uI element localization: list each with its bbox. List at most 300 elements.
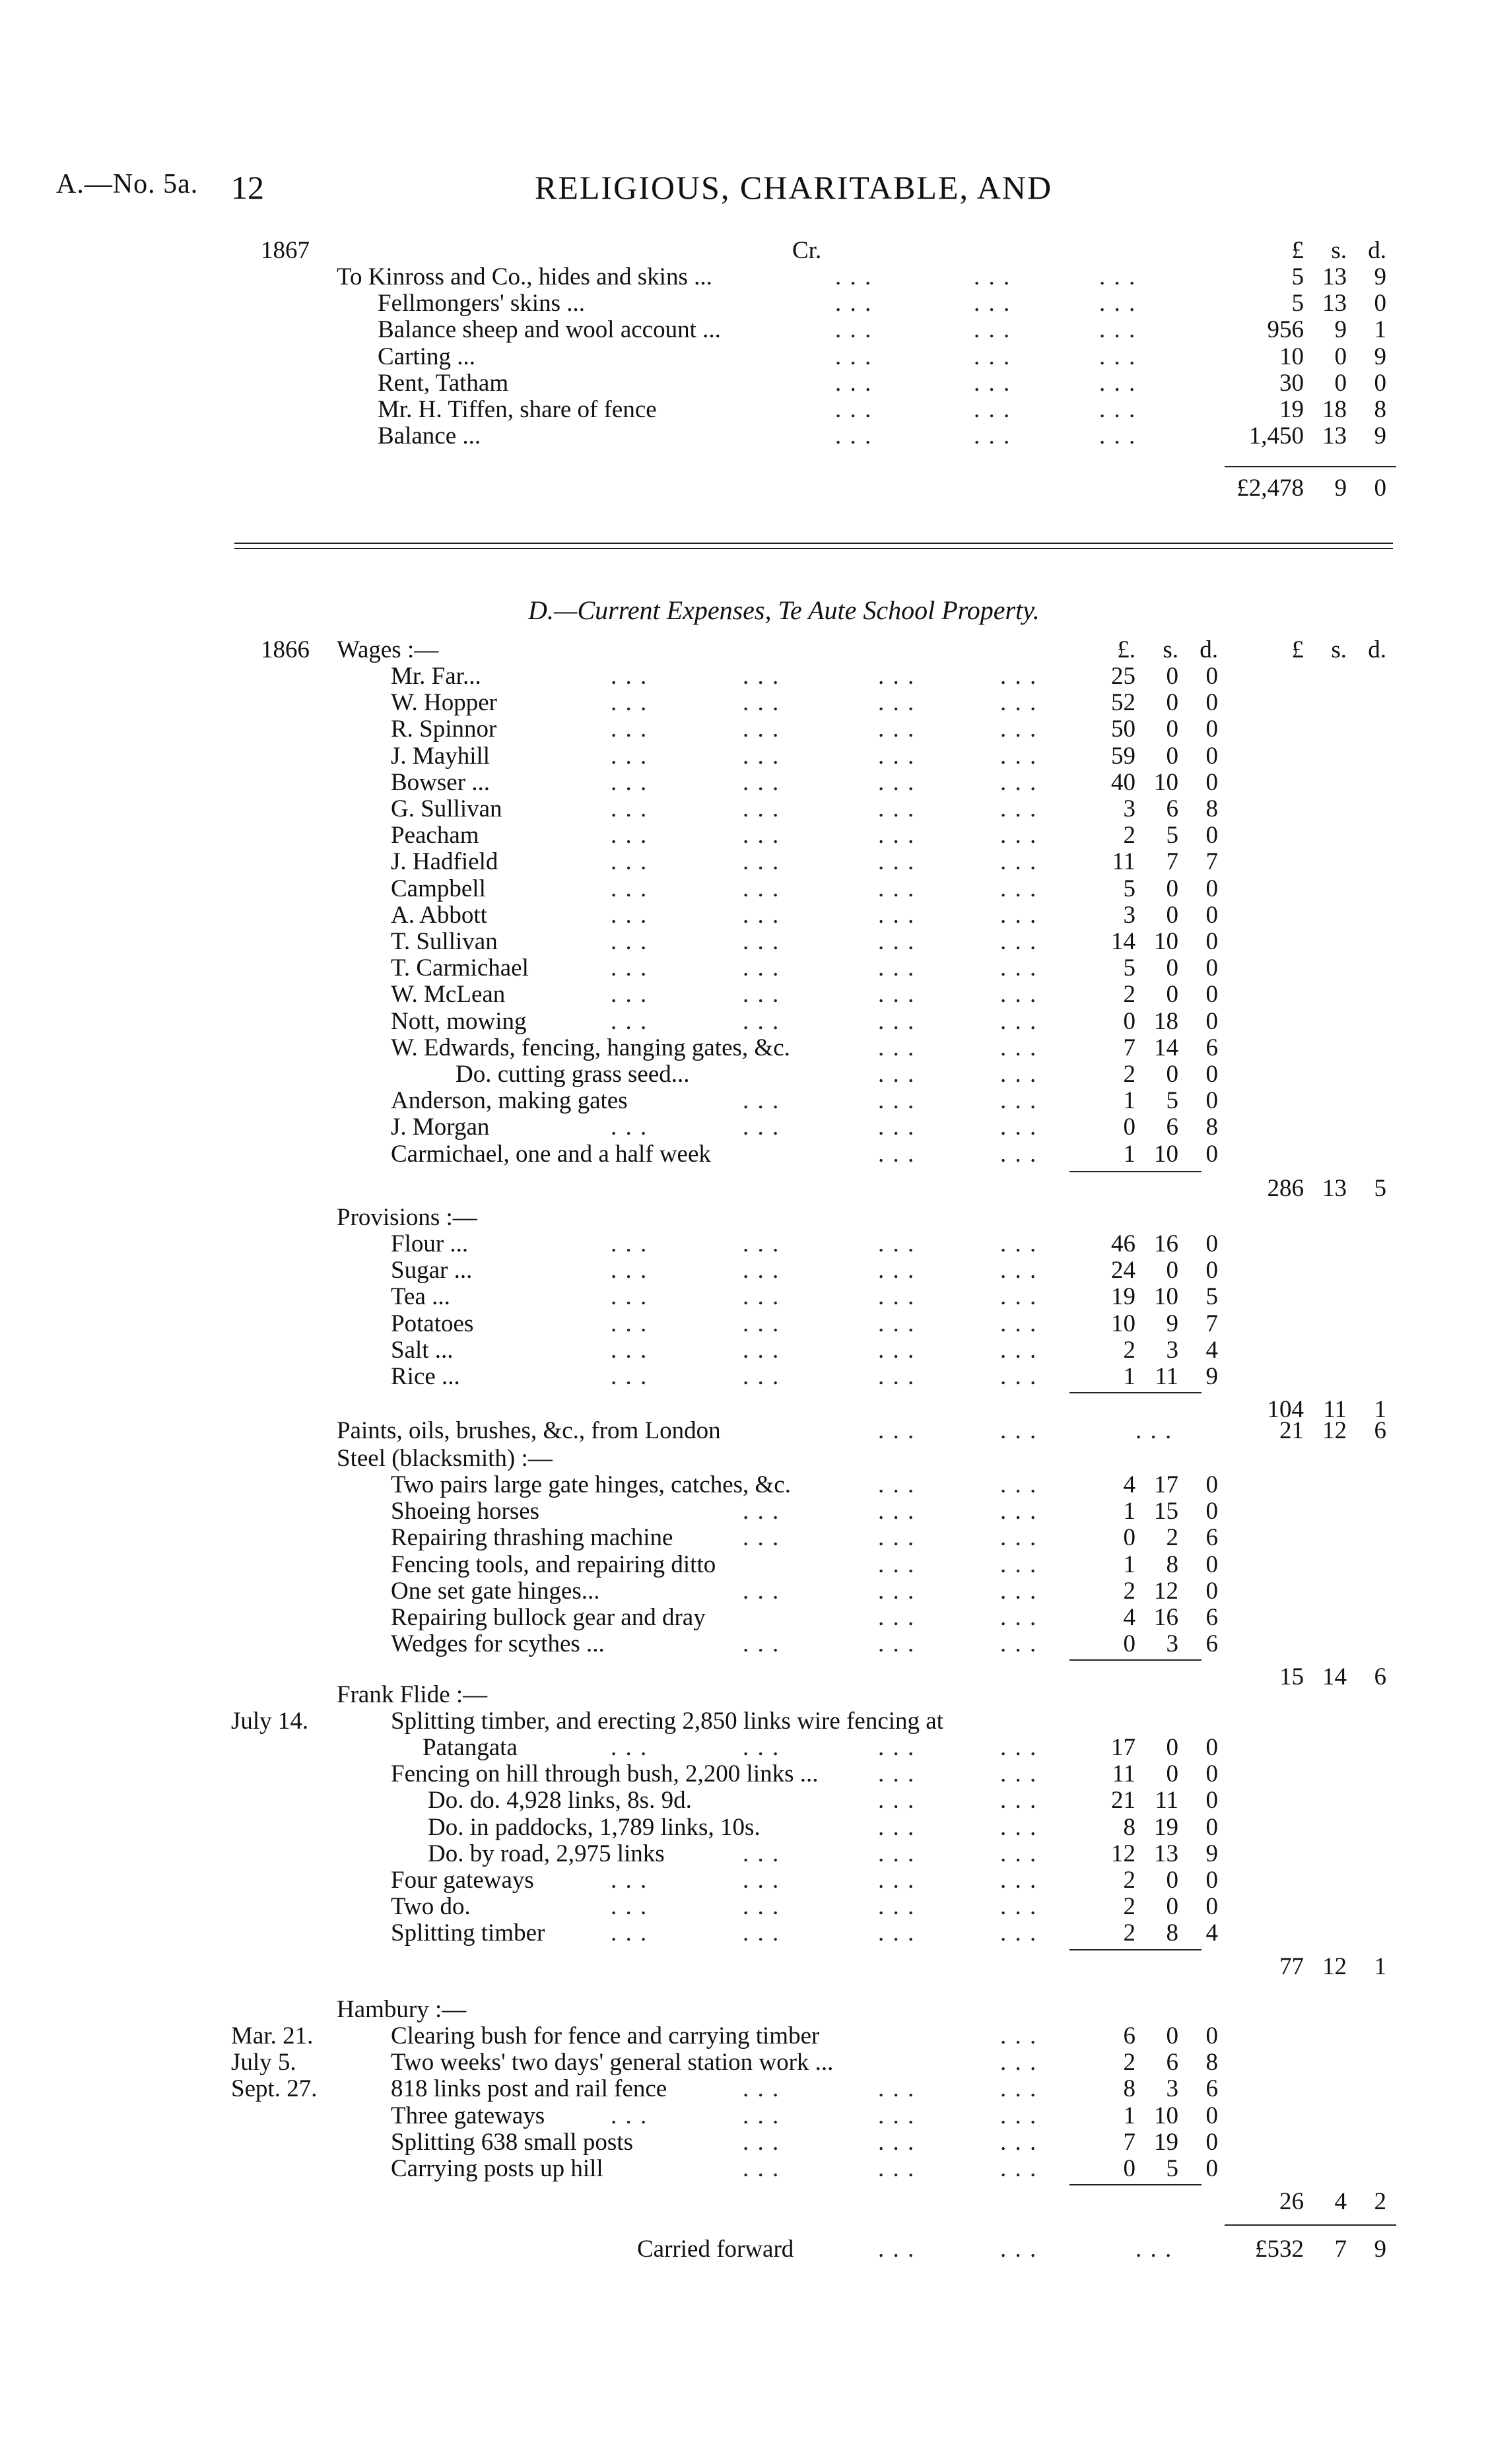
leader-dots: . . . (878, 848, 916, 875)
leader-dots: . . . (878, 1114, 916, 1141)
hambury-item: Splitting 638 small posts (391, 2129, 633, 2156)
frank-flide-intro: Splitting timber, and erecting 2,850 links wire fencing at (391, 1708, 943, 1735)
leader-dots: . . . (878, 1363, 916, 1390)
wages-amount-pence: 0 (1205, 1008, 1218, 1035)
wages-item: T. Carmichael (391, 954, 529, 982)
leader-dots: . . . (1000, 1604, 1038, 1631)
carried-forward-amount-shillings: 7 (1334, 2236, 1347, 2263)
wages-amount-pence: 0 (1205, 1087, 1218, 1114)
frank-flide-amount-shillings: 19 (1154, 1814, 1178, 1841)
steel-amount-pence: 0 (1205, 1578, 1218, 1605)
leader-dots: . . . (743, 1087, 780, 1114)
frank-flide-total-row (0, 1954, 1490, 1980)
leader-dots: . . . (611, 716, 648, 743)
paints-row (0, 1418, 1490, 1444)
paints-amount-pence: 6 (1374, 1417, 1386, 1444)
cr-item: Balance sheep and wool account ... (378, 316, 721, 343)
leader-dots: . . . (611, 1008, 648, 1035)
hambury-row (0, 2156, 1490, 2182)
cr-amount-shillings: 9 (1334, 316, 1347, 343)
leader-dots: . . . (835, 290, 873, 317)
wages-amount-pounds: 14 (1111, 928, 1135, 955)
provisions-row (0, 1364, 1490, 1390)
paints-amount-pounds: 21 (1279, 1417, 1304, 1444)
steel-amount-pounds: 4 (1123, 1471, 1135, 1498)
wages-amount-shillings: 14 (1154, 1034, 1178, 1061)
provisions-amount-pounds: 19 (1111, 1283, 1135, 1310)
cr-col-pounds-header: £ (1291, 237, 1304, 264)
wages-amount-pounds: 25 (1111, 663, 1135, 690)
leader-dots: . . . (1000, 2129, 1038, 2156)
leader-dots: . . . (611, 1893, 648, 1920)
wages-row (0, 796, 1490, 822)
leader-dots: . . . (1000, 2075, 1038, 2102)
hambury-item: Clearing bush for fence and carrying timber (391, 2022, 820, 2049)
leader-dots: . . . (1000, 1498, 1038, 1525)
cr-header-row (0, 238, 1490, 264)
frank-flide-amount-shillings: 0 (1166, 1893, 1178, 1920)
provisions-label: Provisions :— (337, 1204, 477, 1231)
frank-flide-amount-pounds: 2 (1123, 1867, 1135, 1894)
cr-item: Rent, Tatham (378, 370, 509, 397)
wages-amount-pence: 0 (1205, 689, 1218, 716)
leader-dots: . . . (878, 2129, 916, 2156)
frank-flide-amount-pounds: 8 (1123, 1814, 1135, 1841)
frank-flide-amount-shillings: 0 (1166, 1867, 1178, 1894)
leader-dots: . . . (1000, 1141, 1038, 1168)
wages-item: W. McLean (391, 981, 506, 1008)
cr-amount-pence: 9 (1374, 263, 1386, 290)
cr-col-shillings-header: s. (1331, 237, 1347, 264)
steel-amount-shillings: 12 (1154, 1578, 1178, 1605)
hambury-item: 818 links post and rail fence (391, 2075, 667, 2102)
hambury-row (0, 2103, 1490, 2129)
hambury-item: Three gateways (391, 2102, 545, 2129)
wages-amount-shillings: 0 (1166, 663, 1178, 690)
steel-row (0, 1605, 1490, 1631)
steel-amount-pence: 0 (1205, 1498, 1218, 1525)
provisions-item: Flour ... (391, 1230, 469, 1257)
leader-dots: . . . (878, 1417, 916, 1444)
steel-total-pounds: 15 (1279, 1663, 1304, 1690)
leader-dots: . . . (1000, 663, 1038, 690)
leader-dots: . . . (743, 1734, 780, 1761)
cr-amount-pounds: 5 (1291, 290, 1304, 317)
frank-flide-row (0, 1894, 1490, 1920)
leader-dots: . . . (743, 928, 780, 955)
steel-amount-pounds: 0 (1123, 1524, 1135, 1551)
frank-flide-item: Do. in paddocks, 1,789 links, 10s. (428, 1814, 761, 1841)
steel-total-pence: 6 (1374, 1663, 1386, 1690)
leader-dots: . . . (611, 1114, 648, 1141)
leader-dots: . . . (1000, 2102, 1038, 2129)
wages-item: Mr. Far... (391, 663, 481, 690)
provisions-total-pounds: 104 (1267, 1396, 1304, 1423)
hambury-date: Mar. 21. (231, 2022, 314, 2049)
wages-amount-shillings: 7 (1166, 848, 1178, 875)
hambury-amount-pence: 8 (1205, 2049, 1218, 2076)
d-header-row (0, 637, 1490, 663)
frank-flide-amount-pence: 0 (1205, 1814, 1218, 1841)
inner-pounds-header: £. (1117, 636, 1135, 663)
leader-dots: . . . (1000, 2022, 1038, 2049)
provisions-row (0, 1311, 1490, 1337)
wages-amount-pence: 0 (1205, 1141, 1218, 1168)
wages-amount-shillings: 0 (1166, 716, 1178, 743)
hambury-amount-pounds: 1 (1123, 2102, 1135, 2129)
frank-flide-item: Two do. (391, 1893, 471, 1920)
cr-total-pence: 0 (1374, 475, 1386, 502)
wages-amount-pounds: 0 (1123, 1008, 1135, 1035)
provisions-row (0, 1337, 1490, 1364)
leader-dots: . . . (878, 1087, 916, 1114)
leader-dots: . . . (611, 2102, 648, 2129)
cr-amount-pence: 1 (1374, 316, 1386, 343)
wages-item: W. Edwards, fencing, hanging gates, &c. (391, 1034, 790, 1061)
provisions-item: Tea ... (391, 1283, 450, 1310)
wages-row (0, 1088, 1490, 1114)
leader-dots: . . . (1000, 928, 1038, 955)
leader-dots: . . . (1000, 1867, 1038, 1894)
wages-item: J. Morgan (391, 1114, 490, 1141)
leader-dots: . . . (743, 716, 780, 743)
wages-amount-pence: 0 (1205, 716, 1218, 743)
cr-item: Carting ... (378, 343, 475, 370)
wages-item: Peacham (391, 822, 479, 849)
leader-dots: . . . (878, 689, 916, 716)
cr-amount-pounds: 30 (1279, 370, 1304, 397)
leader-dots: . . . (1000, 1337, 1038, 1364)
provisions-amount-pounds: 1 (1123, 1363, 1135, 1390)
leader-dots: . . . (835, 422, 873, 450)
hambury-label-row (0, 1997, 1490, 2023)
wages-amount-pounds: 5 (1123, 954, 1135, 982)
leader-dots: . . . (1000, 1787, 1038, 1814)
provisions-total-pence: 1 (1374, 1396, 1386, 1423)
wages-row (0, 929, 1490, 955)
leader-dots: . . . (878, 981, 916, 1008)
hambury-amount-shillings: 5 (1166, 2155, 1178, 2182)
steel-amount-shillings: 3 (1166, 1630, 1178, 1657)
leader-dots: . . . (835, 343, 873, 370)
leader-dots: . . . (743, 1524, 780, 1551)
steel-amount-shillings: 17 (1154, 1471, 1178, 1498)
leader-dots: . . . (974, 290, 1011, 317)
wages-amount-pounds: 2 (1123, 822, 1135, 849)
wages-amount-pounds: 52 (1111, 689, 1135, 716)
leader-dots: . . . (878, 875, 916, 902)
hambury-row (0, 2076, 1490, 2102)
provisions-amount-pounds: 10 (1111, 1310, 1135, 1337)
document-code: A.—No. 5a. (56, 169, 199, 199)
leader-dots: . . . (611, 1919, 648, 1947)
leader-dots: . . . (1000, 954, 1038, 982)
leader-dots: . . . (743, 1363, 780, 1390)
steel-amount-pounds: 4 (1123, 1604, 1135, 1631)
hambury-amount-pounds: 8 (1123, 2075, 1135, 2102)
leader-dots: . . . (1000, 822, 1038, 849)
hambury-item: Carrying posts up hill (391, 2155, 603, 2182)
leader-dots: . . . (743, 1337, 780, 1364)
wages-amount-shillings: 6 (1166, 795, 1178, 822)
wages-row (0, 743, 1490, 770)
cr-amount-pounds: 19 (1279, 396, 1304, 423)
wages-amount-shillings: 0 (1166, 902, 1178, 929)
paints-amount-shillings: 12 (1322, 1417, 1347, 1444)
leader-dots: . . . (878, 1604, 916, 1631)
steel-amount-pence: 0 (1205, 1471, 1218, 1498)
frank-flide-row (0, 1761, 1490, 1787)
leader-dots: . . . (835, 396, 873, 423)
provisions-item: Sugar ... (391, 1257, 473, 1284)
page-header (0, 168, 1490, 221)
frank-flide-amount-shillings: 8 (1166, 1919, 1178, 1947)
cr-year: 1867 (261, 237, 310, 264)
wages-row (0, 663, 1490, 690)
provisions-amount-pounds: 46 (1111, 1230, 1135, 1257)
wages-amount-shillings: 10 (1154, 928, 1178, 955)
cr-amount-shillings: 0 (1334, 343, 1347, 370)
leader-dots: . . . (974, 263, 1011, 290)
hambury-total-shillings: 4 (1334, 2188, 1347, 2215)
cr-amount-pence: 0 (1374, 290, 1386, 317)
frank-flide-row (0, 1787, 1490, 1814)
leader-dots: . . . (743, 1919, 780, 1947)
leader-dots: . . . (835, 370, 873, 397)
leader-dots: . . . (743, 1893, 780, 1920)
steel-row (0, 1525, 1490, 1551)
leader-dots: . . . (878, 822, 916, 849)
wages-amount-pounds: 3 (1123, 902, 1135, 929)
provisions-amount-pence: 7 (1205, 1310, 1218, 1337)
frank-flide-item: Four gateways (391, 1867, 534, 1894)
leader-dots: . . . (835, 316, 873, 343)
frank-flide-item: Do. by road, 2,975 links (428, 1840, 665, 1867)
cr-amount-pence: 9 (1374, 343, 1386, 370)
hambury-subtotal-rule (1069, 2184, 1202, 2185)
cr-row (0, 290, 1490, 317)
leader-dots: . . . (878, 2075, 916, 2102)
cr-item: Balance ... (378, 422, 481, 450)
frank-flide-total-pounds: 77 (1279, 1953, 1304, 1980)
leader-dots: . . . (1000, 716, 1038, 743)
carried-forward-amount-pounds: £532 (1255, 2236, 1304, 2263)
leader-dots: . . . (878, 1471, 916, 1498)
leader-dots: . . . (743, 1230, 780, 1257)
cr-item: Fellmongers' skins ... (378, 290, 585, 317)
leader-dots: . . . (743, 1257, 780, 1284)
cr-amount-pounds: 10 (1279, 343, 1304, 370)
leader-dots: . . . (878, 1230, 916, 1257)
leader-dots: . . . (1000, 1630, 1038, 1657)
leader-dots: . . . (743, 1114, 780, 1141)
page-number: 12 (231, 169, 264, 206)
wages-row (0, 1035, 1490, 1061)
wages-total-shillings: 13 (1322, 1175, 1347, 1202)
frank-flide-amount-pounds: 2 (1123, 1919, 1135, 1947)
frank-flide-amount-pounds: 12 (1111, 1840, 1135, 1867)
wages-amount-pounds: 2 (1123, 981, 1135, 1008)
wages-amount-shillings: 10 (1154, 1141, 1178, 1168)
cr-total-shillings: 9 (1334, 475, 1347, 502)
leader-dots: . . . (1000, 1578, 1038, 1605)
leader-dots: . . . (878, 2236, 916, 2263)
wages-amount-pounds: 7 (1123, 1034, 1135, 1061)
leader-dots: . . . (878, 1919, 916, 1947)
frank-flide-amount-pence: 0 (1205, 1734, 1218, 1761)
frank-flide-amount-pounds: 11 (1112, 1760, 1135, 1787)
provisions-row (0, 1257, 1490, 1284)
wages-item: T. Sullivan (391, 928, 498, 955)
leader-dots: . . . (611, 663, 648, 690)
section-separator-rule (234, 543, 1393, 544)
leader-dots: . . . (1000, 1061, 1038, 1088)
leader-dots: . . . (611, 743, 648, 770)
steel-amount-pence: 6 (1205, 1524, 1218, 1551)
wages-row (0, 876, 1490, 902)
leader-dots: . . . (743, 1578, 780, 1605)
steel-row (0, 1498, 1490, 1525)
steel-amount-shillings: 8 (1166, 1551, 1178, 1578)
wages-amount-pounds: 5 (1123, 875, 1135, 902)
cr-amount-shillings: 13 (1322, 290, 1347, 317)
hambury-amount-pence: 0 (1205, 2155, 1218, 2182)
provisions-amount-shillings: 0 (1166, 1257, 1178, 1284)
wages-amount-pence: 0 (1205, 928, 1218, 955)
leader-dots: . . . (878, 902, 916, 929)
leader-dots: . . . (1135, 2236, 1173, 2263)
cr-row (0, 370, 1490, 397)
leader-dots: . . . (878, 1061, 916, 1088)
outer-pounds-header: £ (1291, 636, 1304, 663)
wages-amount-shillings: 0 (1166, 875, 1178, 902)
leader-dots: . . . (1000, 1257, 1038, 1284)
hambury-amount-pence: 0 (1205, 2102, 1218, 2129)
wages-row (0, 1114, 1490, 1141)
leader-dots: . . . (974, 316, 1011, 343)
leader-dots: . . . (1099, 396, 1137, 423)
provisions-amount-pounds: 24 (1111, 1257, 1135, 1284)
cr-total-row (0, 475, 1490, 502)
frank-flide-amount-shillings: 13 (1154, 1840, 1178, 1867)
wages-item: J. Mayhill (391, 743, 491, 770)
section-separator-rule (234, 548, 1393, 549)
hambury-amount-pence: 6 (1205, 2075, 1218, 2102)
wages-item: Campbell (391, 875, 486, 902)
provisions-row (0, 1284, 1490, 1310)
provisions-item: Rice ... (391, 1363, 460, 1390)
leader-dots: . . . (743, 1283, 780, 1310)
cr-col-pence-header: d. (1368, 237, 1386, 264)
hambury-amount-pounds: 2 (1123, 2049, 1135, 2076)
outer-shillings-header: s. (1331, 636, 1347, 663)
provisions-amount-shillings: 16 (1154, 1230, 1178, 1257)
wages-amount-shillings: 5 (1166, 822, 1178, 849)
leader-dots: . . . (611, 769, 648, 796)
leader-dots: . . . (611, 822, 648, 849)
steel-total-shillings: 14 (1322, 1663, 1347, 1690)
provisions-amount-shillings: 3 (1166, 1337, 1178, 1364)
provisions-subtotal-rule (1069, 1392, 1202, 1393)
hambury-date: July 5. (231, 2049, 296, 2076)
hambury-label: Hambury :— (337, 1996, 467, 2023)
steel-item: Repairing thrashing machine (391, 1524, 673, 1551)
leader-dots: . . . (1000, 1814, 1038, 1841)
leader-dots: . . . (1000, 743, 1038, 770)
leader-dots: . . . (743, 902, 780, 929)
wages-subtotal-rule (1069, 1171, 1202, 1172)
provisions-amount-pence: 0 (1205, 1230, 1218, 1257)
frank-flide-row (0, 1735, 1490, 1761)
provisions-row (0, 1231, 1490, 1257)
leader-dots: . . . (743, 822, 780, 849)
leader-dots: . . . (878, 1498, 916, 1525)
frank-flide-row (0, 1920, 1490, 1947)
cr-amount-pence: 9 (1374, 422, 1386, 450)
frank-flide-item: Fencing on hill through bush, 2,200 links ... (391, 1760, 819, 1787)
provisions-amount-shillings: 9 (1166, 1310, 1178, 1337)
d-year: 1866 (261, 636, 310, 663)
leader-dots: . . . (1099, 263, 1137, 290)
frank-flide-subtotal-rule (1069, 1949, 1202, 1950)
cr-amount-pounds: 5 (1291, 263, 1304, 290)
steel-amount-pounds: 2 (1123, 1578, 1135, 1605)
leader-dots: . . . (1000, 848, 1038, 875)
cr-row (0, 317, 1490, 343)
outer-pence-header: d. (1368, 636, 1386, 663)
leader-dots: . . . (878, 1578, 916, 1605)
leader-dots: . . . (1000, 769, 1038, 796)
leader-dots: . . . (611, 1734, 648, 1761)
leader-dots: . . . (743, 2102, 780, 2129)
leader-dots: . . . (1000, 875, 1038, 902)
leader-dots: . . . (878, 1337, 916, 1364)
leader-dots: . . . (611, 1337, 648, 1364)
leader-dots: . . . (743, 663, 780, 690)
frank-flide-item: Splitting timber (391, 1919, 545, 1947)
wages-row (0, 849, 1490, 875)
provisions-total-shillings: 11 (1323, 1396, 1347, 1423)
hambury-row (0, 2049, 1490, 2076)
leader-dots: . . . (878, 795, 916, 822)
leader-dots: . . . (1000, 795, 1038, 822)
leader-dots: . . . (743, 795, 780, 822)
cr-item: To Kinross and Co., hides and skins ... (337, 263, 712, 290)
leader-dots: . . . (743, 981, 780, 1008)
wages-amount-pounds: 50 (1111, 716, 1135, 743)
wages-row (0, 955, 1490, 982)
steel-row (0, 1631, 1490, 1657)
wages-amount-pounds: 1 (1123, 1087, 1135, 1114)
wages-row (0, 690, 1490, 716)
leader-dots: . . . (1000, 1471, 1038, 1498)
frank-flide-label: Frank Flide :— (337, 1681, 488, 1708)
leader-dots: . . . (611, 1283, 648, 1310)
provisions-item: Salt ... (391, 1337, 454, 1364)
leader-dots: . . . (878, 1008, 916, 1035)
wages-amount-shillings: 0 (1166, 743, 1178, 770)
steel-item: One set gate hinges... (391, 1578, 600, 1605)
cr-item: Mr. H. Tiffen, share of fence (378, 396, 657, 423)
wages-amount-shillings: 5 (1166, 1087, 1178, 1114)
leader-dots: . . . (611, 795, 648, 822)
steel-item: Wedges for scythes ... (391, 1630, 605, 1657)
steel-amount-pounds: 1 (1123, 1551, 1135, 1578)
steel-amount-pence: 0 (1205, 1551, 1218, 1578)
leader-dots: . . . (878, 1283, 916, 1310)
frank-flide-amount-shillings: 11 (1155, 1787, 1178, 1814)
wages-row (0, 770, 1490, 796)
